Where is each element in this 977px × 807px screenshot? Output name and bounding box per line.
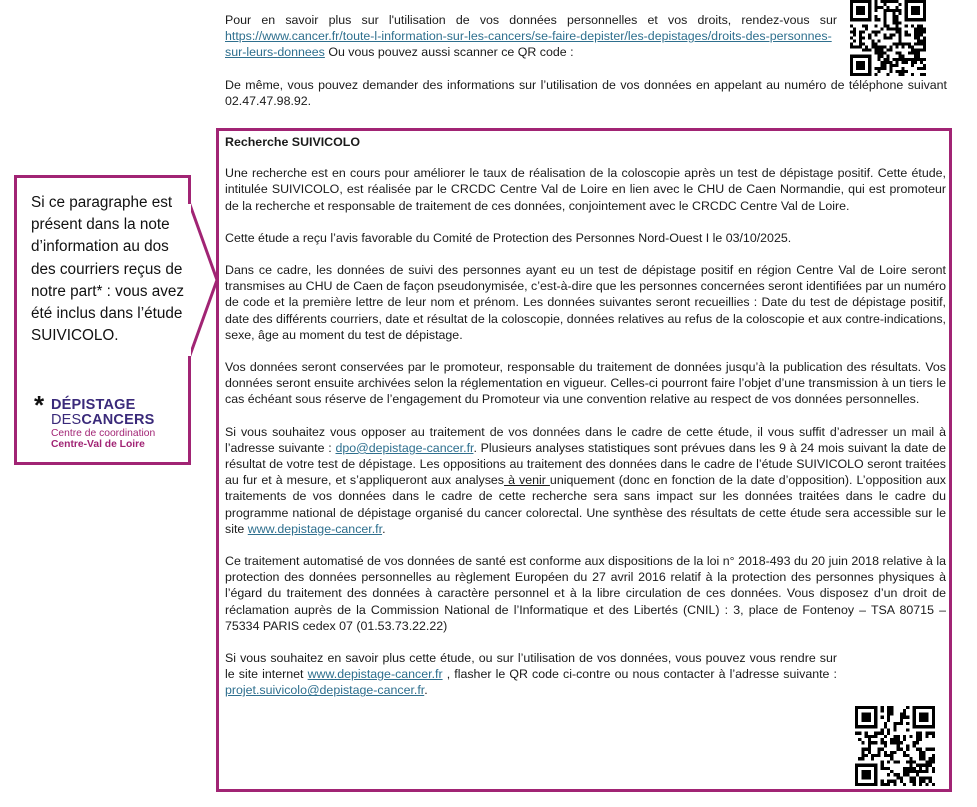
depistage-site-link-contact[interactable]: www.depistage-cancer.fr [307, 667, 443, 682]
cancer-fr-rights-link[interactable]: https://www.cancer.fr/toute-l-information-sur-les-cancers/se-faire-depister/les-depistages/droits-des-personnes-sur-leurs-donnees [225, 29, 832, 60]
callout-text: Si ce paragraphe est présent dans la note d’information au dos des courriers reçus de notre part* : vous avez été inclus dans l’étude SUIVICOLO. [31, 194, 185, 345]
logo-line-des-cancers: DESCANCERS [51, 412, 155, 428]
study-intro-paragraph: Une recherche est en cours pour améliorer le taux de réalisation de la coloscopie après un test de dépistage positif. Cette étude, intitulée SUIVICOLO, est réalisée par le CRCDC Centre Val de Loire en lien avec le CHU de Caen Normandie, qui est promoteur de la recherche et responsable de traitement de ces données, conjointement avec le CRCDC Centre Val de Loire. [225, 166, 946, 213]
data-collected-paragraph: Dans ce cadre, les données de suivi des personnes ayant eu un test de dépistage positif en région Centre Val de Loire seront transmises au CHU de Caen de façon pseudonymisée, c’est-à-dire que les personnes concernées seront identifiées par un numéro de code et la première lettre de leur nom et prénom. Les données suivantes seront recueillies : Date du test de dépistage positif, date des différents courriers, date et résultat de la coloscopie, données relatives au refus de la coloscopie et aux contre-indications, sexe, âge au moment du test de dépistage. [225, 263, 946, 342]
data-retention-paragraph: Vos données seront conservées par le promoteur, responsable du traitement de données jusqu’à la publication des résultats. Vos données seront ensuite archivées selon la réglementation en vigueur. Celles-ci pourront faire l’objet d’une transmission à un tiers le cas échéant sous réserve de l’engagement du Promoteur via une convention relative au respect de vos données personnelles. [225, 360, 946, 407]
callout-arrow-icon [188, 200, 220, 360]
logo-line-depistage: DÉPISTAGE [51, 397, 136, 413]
asterisk-mark: * [34, 390, 45, 420]
logo-subtitle-1: Centre de coordination [51, 428, 156, 439]
depistage-cancers-logo [34, 392, 184, 452]
ethics-approval-paragraph: Cette étude a reçu l’avis favorable du Comité de Protection des Personnes Nord-Ouest I le 03/10/2025. [225, 230, 792, 245]
phone-paragraph: De même, vous pouvez demander des informations sur l’utilisation de vos données en appelant au numéro de téléphone suivant 02.47.47.98.92. [225, 77, 947, 108]
study-title: Recherche SUIVICOLO [225, 135, 360, 149]
contact-paragraph: Si vous souhaitez en savoir plus cette étude, ou sur l’utilisation de vos données, vous pouvez vous rendre sur le site internet www.depistage-cancer.fr , flasher le QR code ci-contre ou nous contacter à l’adresse suivante : projet.suivicolo@depistage-cancer.fr. [225, 651, 837, 698]
rights-section [225, 12, 947, 109]
logo-subtitle-2: Centre-Val de Loire [51, 439, 145, 450]
dpo-email-link[interactable]: dpo@depistage-cancer.fr [335, 440, 474, 455]
a-venir-underlined: à venir [504, 473, 550, 488]
project-email-link[interactable]: projet.suivicolo@depistage-cancer.fr [225, 683, 425, 698]
study-section [225, 134, 946, 715]
depistage-site-link[interactable]: www.depistage-cancer.fr [247, 521, 383, 536]
rights-paragraph: Pour en savoir plus sur l'utilisation de vos données personnelles et vos droits, rendez-vous sur https://www.cancer.fr/toute-l-information-sur-les-cancers/se-faire-depister/les-depistages/droits-des-personnes-sur-leurs-donnees Ou vous pouvez aussi scanner ce QR code : [225, 13, 837, 60]
opposition-paragraph: Si vous souhaitez vous opposer au traitement de vos données dans le cadre de cette étude, il vous suffit d’adresser un mail à l’adresse suivante : dpo@depistage-cancer.fr. Plusieurs analyses statistiques sont prévues dans les 9 à 24 mois suivant la date de résultat de votre test de dépistage. Les oppositions au traitement des données dans le cadre de l’étude SUIVICOLO seront traitées au fur et à mesure, et s’appliqueront aux analyses à venir uniquement (donc en fonction de la date d’opposition). L’opposition aux traitements de vos données dans le cadre de cette recherche sera sans impact sur les données traitées dans le cadre du programme national de dépistage organisé du cancer colorectal. Une synthèse des résultats de cette étude sera accessible sur le site www.depistage-cancer.fr. [225, 424, 946, 536]
legal-compliance-paragraph: Ce traitement automatisé de vos données de santé est conforme aux dispositions de la loi n° 2018-493 du 20 juin 2018 relative à la protection des données personnelles au règlement Européen du 27 avril 2016 relatif à la protection des personnes physiques à l’égard du traitement des données à caractère personnel et à la libre circulation de ces données. Vous disposez d’un droit de réclamation auprès de la Commission National de l’Informatique et des Libertés (CNIL) : 3, place de Fontenoy – TSA 80715 – 75334 PARIS cedex 07 (01.53.73.22.22) [225, 554, 946, 633]
